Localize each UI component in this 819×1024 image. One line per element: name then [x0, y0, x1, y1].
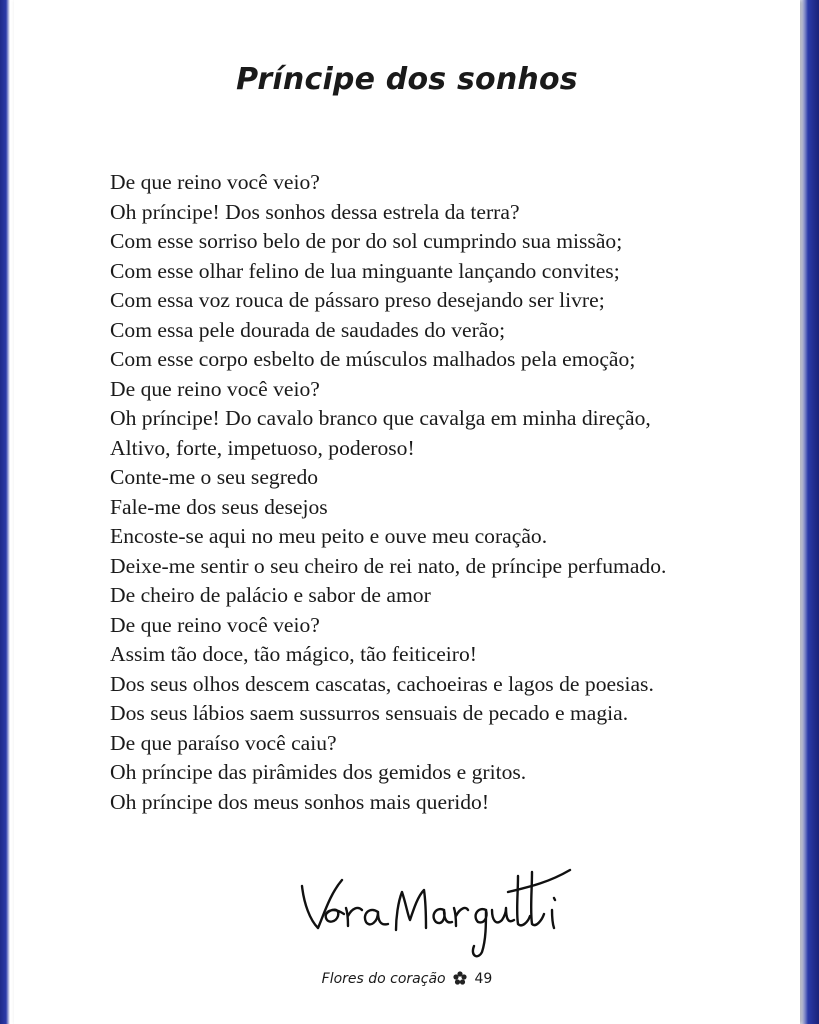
poem-line: Fale-me dos seus desejos: [110, 494, 328, 519]
page-footer: [14, 971, 800, 987]
poem-line: De que reino você veio?: [110, 612, 320, 637]
poem-line: Com essa voz rouca de pássaro preso desejando ser livre;: [110, 288, 605, 312]
poem-line: De cheiro de palácio e sabor de amor: [110, 583, 431, 607]
poem-line: Com esse corpo esbelto de músculos malhados pela emoção;: [110, 347, 636, 371]
poem-line: Assim tão doce, tão mágico, tão feiticeiro!: [110, 642, 477, 666]
poem-line: Encoste-se aqui no meu peito e ouve meu coração.: [110, 524, 548, 548]
poem-line: De que reino você veio?: [110, 170, 320, 194]
poem-line: Dos seus olhos descem cascatas, cachoeiras e lagos de poesias.: [110, 671, 654, 696]
poem-line: Com esse sorriso belo de por do sol cumprindo sua missão;: [110, 229, 623, 253]
poem-line: Oh príncipe das pirâmides dos gemidos e gritos.: [110, 760, 527, 784]
handwritten-signature: [296, 858, 586, 968]
poem-line: De que paraíso você caiu?: [110, 730, 337, 755]
poem-body: [110, 168, 750, 817]
poem-line: Com essa pele dourada de saudades do verão;: [110, 317, 506, 342]
poem-line: Dos seus lábios saem sussurros sensuais de pecado e magia.: [110, 701, 629, 725]
poem-line: Oh príncipe! Dos sonhos dessa estrela da terra?: [110, 199, 520, 224]
page-number: 49: [474, 971, 493, 987]
poem-line: Com esse olhar felino de lua minguante lançando convites;: [110, 258, 620, 283]
book-page: [14, 0, 800, 1024]
poem-line: Oh príncipe dos meus sonhos mais querido!: [110, 789, 490, 814]
poem-line: Oh príncipe! Do cavalo branco que cavalga em minha direção,: [110, 406, 651, 430]
poem-line: Altivo, forte, impetuoso, poderoso!: [110, 435, 415, 460]
poem-line: De que reino você veio?: [110, 376, 320, 401]
book-title: Flores do coração: [321, 971, 446, 987]
poem-line: Deixe-me sentir o seu cheiro de rei nato, de príncipe perfumado.: [110, 553, 667, 578]
poem-title: Príncipe dos sonhos: [236, 62, 578, 97]
poem-line: Conte-me o seu segredo: [110, 465, 319, 489]
flower-icon: [453, 971, 467, 985]
